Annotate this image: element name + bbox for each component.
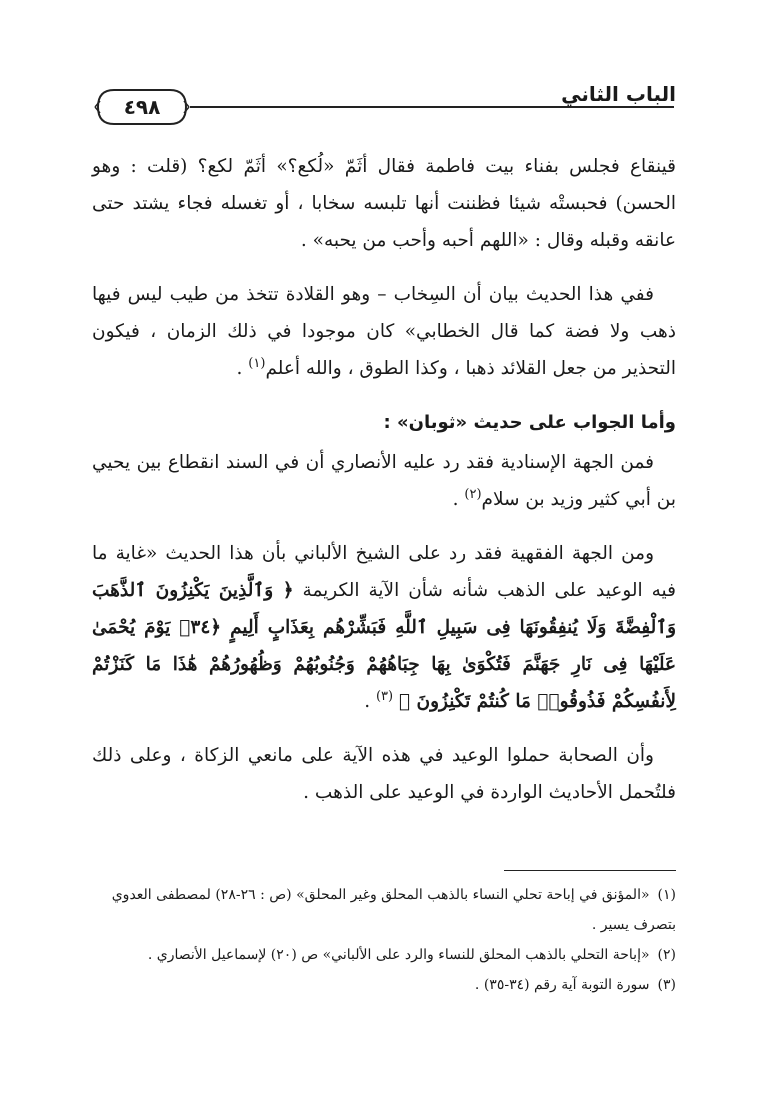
main-text: [92, 148, 676, 828]
footnote-number: (٢): [657, 947, 676, 963]
paragraph-2: ففي هذا الحديث بيان أن السِخاب – وهو القلادة تتخذ من طيب ليس فيها ذهب ولا فضة كما قال الخطابي» كان موجودا في ذلك الزمان ، فيكون التحذير من جعل القلائد ذهبا ، وكذا الطوق ، والله أعلم$^{(١)}$ .: [92, 284, 676, 379]
section-heading: وأما الجواب على حديث «ثوبان» :: [383, 412, 676, 433]
header-rule: [190, 106, 674, 108]
footnote-separator: [504, 870, 676, 871]
paragraph-3-text: فمن الجهة الإسنادية فقد رد عليه الأنصاري أن في السند انقطاع بين يحيي بن أبي كثير وزيد بن سلام: [92, 452, 676, 510]
paragraph-1: قينقاع فجلس بفناء بيت فاطمة فقال أثَمّ «لُكع؟» أثَمّ لكع؟ (قلت : وهو الحسن) فحبستْه شيئا فظننت أنها تلبسه سخابا ، أو تغسله فجاء يشتد حتى عانقه وقبله وقال : «اللهم أحبه وأحب من يحبه» .: [92, 156, 676, 251]
running-title: الباب الثاني: [561, 82, 676, 106]
footnote-ref-1[interactable]: (١): [248, 355, 266, 371]
quran-verse: ﴿ وَٱلَّذِينَ يَكْنِزُونَ ٱلذَّهَبَ وَٱلْفِضَّةَ وَلَا يُنفِقُونَهَا فِى سَبِيلِ ٱللَّهِ فَبَشِّرْهُم بِعَذَابٍ أَلِيمٍ ﴿٣٤﴾ يَوْمَ يُحْمَىٰ عَلَيْهَا فِى نَارِ جَهَنَّمَ فَتُكْوَىٰ بِهَا جِبَاهُهُمْ وَجُنُوبُهُمْ وَظُهُورُهُمْ هَٰذَا مَا كَنَزْتُمْ لِأَنفُسِكُمْ فَذُوقُوا۟ مَا كُنتُمْ تَكْنِزُونَ ﴾: [92, 580, 677, 712]
footnote-ref-3[interactable]: (٣): [375, 688, 394, 704]
paragraph-3: فمن الجهة الإسنادية فقد رد عليه الأنصاري أن في السند انقطاع بين يحيي بن أبي كثير وزيد بن سلام$^{(٢)}$ .: [92, 452, 676, 510]
footnote-text: «إباحة التحلي بالذهب المحلق للنساء والرد على الألباني» ص (٢٠) لإسماعيل الأنصاري .: [147, 947, 650, 963]
page-number: ٤٩٨: [123, 95, 161, 119]
paragraph-5: وأن الصحابة حملوا الوعيد في هذه الآية على مانعي الزكاة ، وعلى ذلك فلتُحمل الأحاديث الواردة في الوعيد على الذهب .: [92, 745, 676, 803]
footnote-text: «المؤنق في إباحة تحلي النساء بالذهب المحلق وغير المحلق» (ص : ٢٦-٢٨) لمصطفى العدوي بتصرف يسير .: [111, 887, 676, 933]
footnote-number: (١): [657, 887, 676, 903]
paragraph-4: ومن الجهة الفقهية فقد رد على الشيخ الألباني بأن هذا الحديث «غاية ما فيه الوعيد على الذهب شأنه شأن الآية الكريمة ﴿ وَٱلَّذِينَ يَكْنِزُونَ ٱلذَّهَبَ وَٱلْفِضَّةَ وَلَا يُنفِقُونَهَا فِى سَبِيلِ ٱللَّهِ فَبَشِّرْهُم بِعَذَابٍ أَلِيمٍ ﴿٣٤﴾ يَوْمَ يُحْمَىٰ عَلَيْهَا فِى نَارِ جَهَنَّمَ فَتُكْوَىٰ بِهَا جِبَاهُهُمْ وَجُنُوبُهُمْ وَظُهُورُهُمْ هَٰذَا مَا كَنَزْتُمْ لِأَنفُسِكُمْ فَذُوقُوا۟ مَا كُنتُمْ تَكْنِزُونَ ﴾ $^{(٣)}$ .: [92, 543, 677, 712]
footnote-2: [92, 940, 676, 970]
footnote-1: [92, 880, 676, 940]
footnote-number: (٣): [657, 977, 676, 993]
footnote-3: [92, 970, 676, 1000]
paragraph-2-text: ففي هذا الحديث بيان أن السِخاب – وهو القلادة تتخذ من طيب ليس فيها ذهب ولا فضة كما قال الخطابي» كان موجودا في ذلك الزمان ، فيكون التحذير من جعل القلائد ذهبا ، وكذا الطوق ، والله أعلم: [92, 284, 676, 379]
paragraph-4-intro: ومن الجهة الفقهية فقد رد على الشيخ الألباني بأن هذا الحديث «غاية ما فيه الوعيد على الذهب شأنه شأن الآية الكريمة: [92, 543, 676, 601]
footnote-text: سورة التوبة آية رقم (٣٤-٣٥) .: [474, 977, 650, 993]
page-number-badge: [94, 87, 190, 127]
footnote-ref-2[interactable]: (٢): [464, 486, 482, 502]
footnotes: [92, 880, 676, 1000]
